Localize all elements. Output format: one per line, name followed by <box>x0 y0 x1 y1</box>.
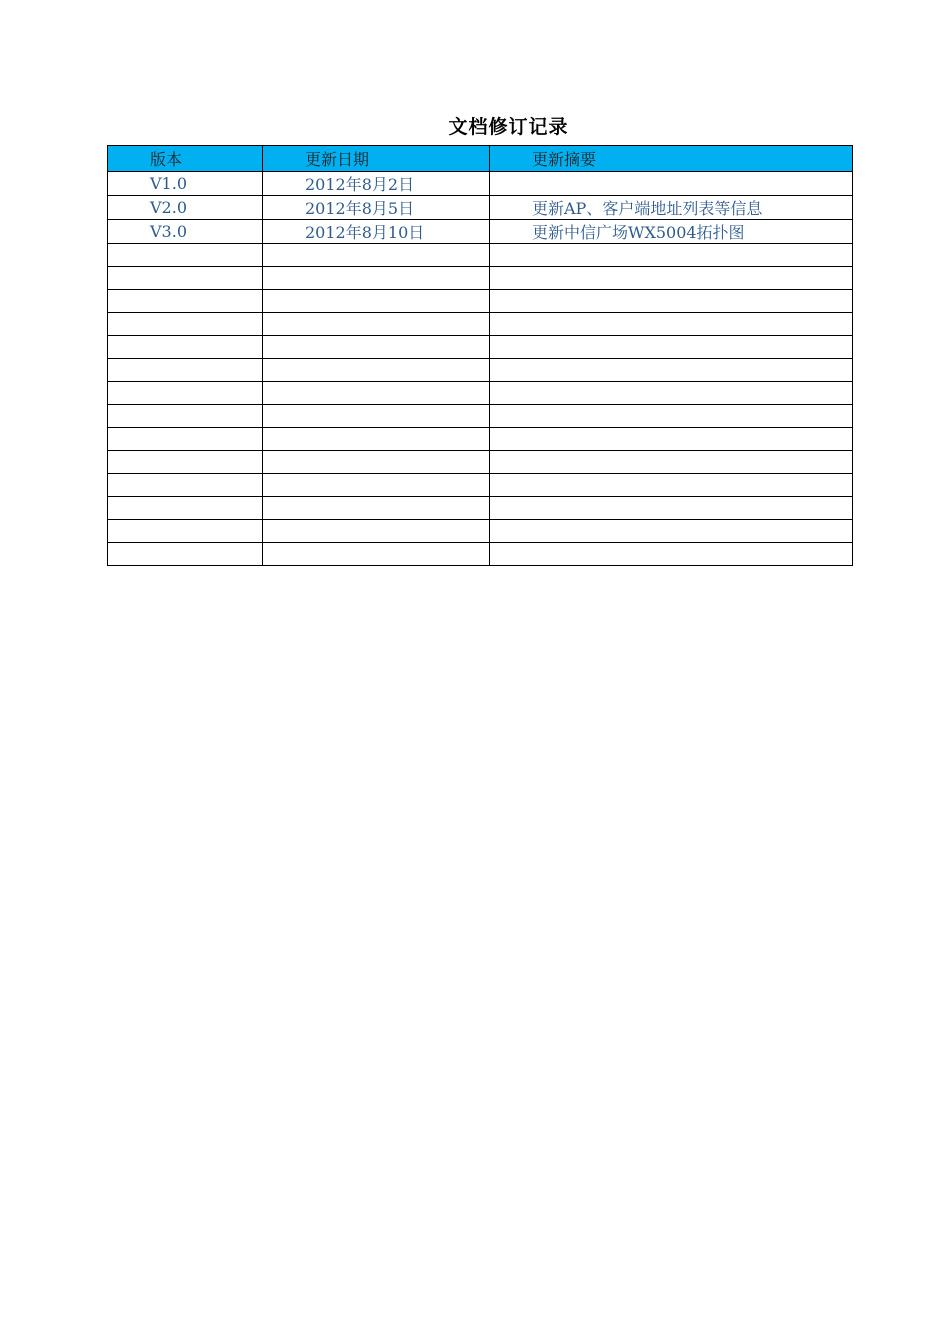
cell-update-date <box>263 451 490 474</box>
cell-update-summary <box>490 405 853 428</box>
table-row <box>108 497 853 520</box>
cell-version <box>108 244 263 267</box>
table-row <box>108 196 853 220</box>
page-title: 文档修订记录 <box>448 116 569 138</box>
table-row <box>108 451 853 474</box>
cell-update-summary <box>490 336 853 359</box>
cell-update-date <box>263 267 490 290</box>
cell-version <box>108 382 263 405</box>
cell-update-date <box>263 474 490 497</box>
cell-update-date <box>263 359 490 382</box>
cell-update-summary <box>490 520 853 543</box>
cell-version <box>108 451 263 474</box>
table-row <box>108 382 853 405</box>
cell-version: V2.0 <box>108 196 263 220</box>
cell-version <box>108 543 263 566</box>
cell-update-date: 2012年8月10日 <box>263 220 490 244</box>
cell-update-summary <box>490 474 853 497</box>
cell-version <box>108 428 263 451</box>
cell-update-summary <box>490 313 853 336</box>
cell-update-date <box>263 428 490 451</box>
cell-version <box>108 336 263 359</box>
cell-update-date: 2012年8月5日 <box>263 196 490 220</box>
table-row <box>108 520 853 543</box>
cell-version <box>108 359 263 382</box>
cell-update-summary <box>490 543 853 566</box>
table-row <box>108 267 853 290</box>
cell-version <box>108 474 263 497</box>
cell-version <box>108 405 263 428</box>
cell-update-summary <box>490 244 853 267</box>
cell-update-summary <box>490 382 853 405</box>
table-body <box>108 172 853 566</box>
cell-version <box>108 290 263 313</box>
cell-update-summary <box>490 359 853 382</box>
cell-update-date <box>263 244 490 267</box>
cell-update-summary: 更新中信广场WX5004拓扑图 <box>490 220 853 244</box>
cell-update-summary <box>490 290 853 313</box>
cell-update-summary <box>490 451 853 474</box>
table-row <box>108 290 853 313</box>
cell-version: V1.0 <box>108 172 263 196</box>
cell-update-date <box>263 382 490 405</box>
revision-history-table <box>107 145 853 566</box>
cell-update-summary: 更新AP、客户端地址列表等信息 <box>490 196 853 220</box>
table-row <box>108 244 853 267</box>
table-header-row <box>108 146 853 172</box>
table-row <box>108 543 853 566</box>
cell-version: V3.0 <box>108 220 263 244</box>
table-row <box>108 313 853 336</box>
cell-update-summary <box>490 172 853 196</box>
cell-update-date <box>263 520 490 543</box>
table-row <box>108 405 853 428</box>
cell-update-summary <box>490 267 853 290</box>
cell-update-date <box>263 336 490 359</box>
header-update-date: 更新日期 <box>263 146 490 172</box>
cell-update-date <box>263 497 490 520</box>
header-update-summary: 更新摘要 <box>490 146 853 172</box>
cell-update-date: 2012年8月2日 <box>263 172 490 196</box>
cell-update-date <box>263 313 490 336</box>
cell-update-summary <box>490 428 853 451</box>
table-row <box>108 474 853 497</box>
table-row <box>108 172 853 196</box>
cell-version <box>108 313 263 336</box>
table-row <box>108 359 853 382</box>
cell-version <box>108 520 263 543</box>
cell-version <box>108 497 263 520</box>
table-row <box>108 428 853 451</box>
cell-version <box>108 267 263 290</box>
cell-update-date <box>263 290 490 313</box>
header-version: 版本 <box>108 146 263 172</box>
cell-update-summary <box>490 497 853 520</box>
table-row <box>108 220 853 244</box>
table-row <box>108 336 853 359</box>
cell-update-date <box>263 405 490 428</box>
cell-update-date <box>263 543 490 566</box>
